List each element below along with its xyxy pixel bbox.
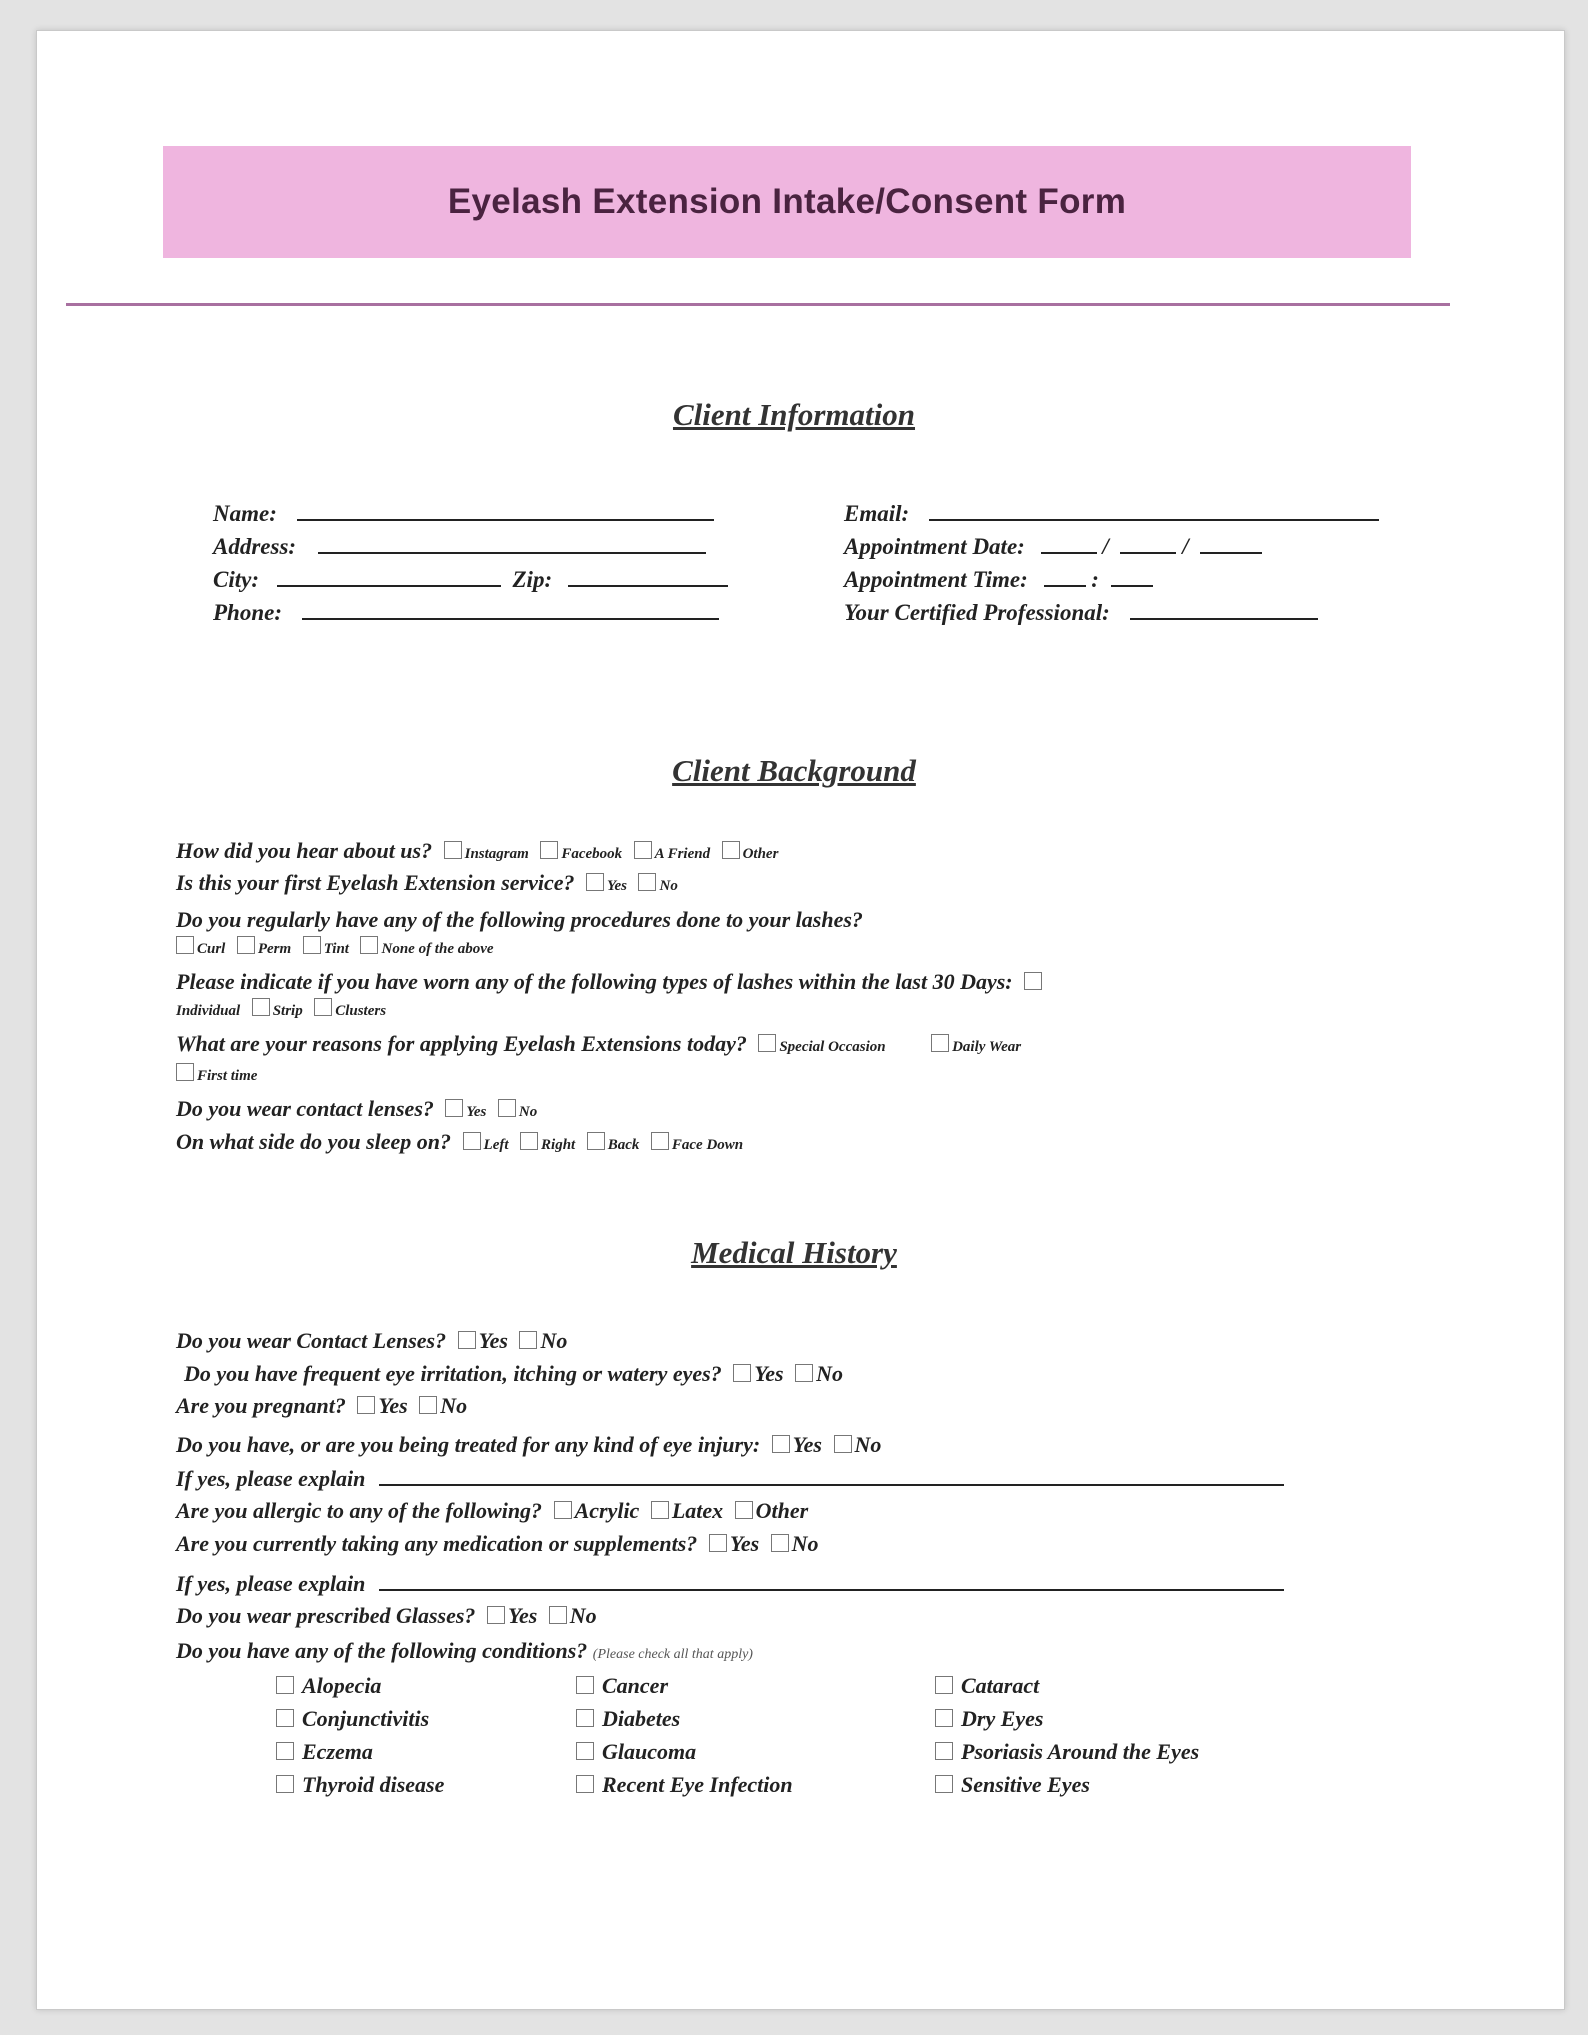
condition-label: Eczema xyxy=(302,1739,373,1764)
checkbox[interactable] xyxy=(709,1534,727,1552)
explain-medication-row xyxy=(176,1569,1284,1598)
checkbox[interactable] xyxy=(458,1331,476,1349)
checkbox[interactable] xyxy=(463,1132,481,1150)
option-label: Back xyxy=(607,1137,640,1153)
city-zip-row xyxy=(213,563,728,596)
condition-item xyxy=(276,1669,444,1702)
checkbox[interactable] xyxy=(237,936,255,954)
checkbox[interactable] xyxy=(487,1606,505,1624)
checkbox[interactable] xyxy=(554,1501,572,1519)
name-label: Name: xyxy=(213,501,277,526)
option-label: First time xyxy=(197,1068,258,1084)
medical-contact-lenses xyxy=(176,1327,567,1355)
question-text: Are you pregnant? xyxy=(176,1393,346,1418)
checkbox[interactable] xyxy=(758,1034,776,1052)
email-field[interactable] xyxy=(929,499,1379,521)
checkbox[interactable] xyxy=(276,1775,294,1793)
option-label: A Friend xyxy=(654,846,711,862)
conditions-column-1 xyxy=(276,1669,444,1801)
email-label: Email: xyxy=(844,501,910,526)
option-label: No xyxy=(791,1531,819,1556)
conditions-column-2 xyxy=(576,1669,793,1801)
question-first-service xyxy=(176,869,678,900)
option-label: None of the above xyxy=(381,941,494,957)
condition-label: Psoriasis Around the Eyes xyxy=(961,1739,1200,1764)
checkbox[interactable] xyxy=(276,1676,294,1694)
checkbox[interactable] xyxy=(276,1709,294,1727)
option-label: Daily Wear xyxy=(952,1039,1022,1055)
condition-item xyxy=(276,1768,444,1801)
condition-label: Thyroid disease xyxy=(302,1772,445,1797)
option-label: Yes xyxy=(792,1432,822,1457)
option-label: No xyxy=(440,1393,468,1418)
conditions-column-3 xyxy=(935,1669,1199,1801)
condition-item xyxy=(576,1768,793,1801)
checkbox[interactable] xyxy=(445,1099,463,1117)
phone-field[interactable] xyxy=(302,598,719,620)
explain-injury-field[interactable] xyxy=(379,1464,1284,1486)
address-label: Address: xyxy=(213,534,297,559)
question-text: Do you wear prescribed Glasses? xyxy=(176,1603,476,1628)
question-reasons xyxy=(176,1030,1021,1090)
question-text: Do you have frequent eye irritation, itching or watery eyes? xyxy=(184,1361,722,1386)
checkbox[interactable] xyxy=(540,841,558,859)
option-label: Yes xyxy=(729,1531,760,1556)
checkbox[interactable] xyxy=(419,1396,437,1414)
condition-label: Conjunctivitis xyxy=(302,1706,430,1731)
checkbox[interactable] xyxy=(314,998,332,1016)
option-label: Curl xyxy=(197,941,226,957)
option-label: Other xyxy=(742,846,779,862)
option-label: Individual xyxy=(176,1003,241,1019)
explain-injury-row xyxy=(176,1464,1284,1493)
checkbox[interactable] xyxy=(935,1775,953,1793)
option-label: Face Down xyxy=(671,1137,744,1153)
option-label: No xyxy=(540,1328,568,1353)
date-separator: / xyxy=(1182,534,1189,559)
condition-label: Cataract xyxy=(961,1673,1040,1698)
client-info-left-column xyxy=(213,497,728,629)
medical-pregnant xyxy=(176,1392,467,1420)
question-text: Do you have any of the following conditions? xyxy=(176,1638,588,1663)
explain-label: If yes, please explain xyxy=(176,1571,366,1596)
condition-label: Alopecia xyxy=(302,1673,382,1698)
checkbox[interactable] xyxy=(834,1435,852,1453)
condition-label: Cancer xyxy=(602,1673,668,1698)
option-label: No xyxy=(816,1361,843,1386)
question-text: Are you allergic to any of the following? xyxy=(176,1498,543,1523)
medical-eye-injury xyxy=(176,1431,881,1459)
checkbox[interactable] xyxy=(587,1132,605,1150)
option-label: Yes xyxy=(754,1361,784,1386)
professional-row xyxy=(844,596,1379,629)
checkbox[interactable] xyxy=(634,841,652,859)
appointment-time-label: Appointment Time: xyxy=(844,567,1028,592)
condition-label: Sensitive Eyes xyxy=(961,1772,1090,1797)
condition-item xyxy=(935,1768,1199,1801)
address-field[interactable] xyxy=(318,532,706,554)
checkbox[interactable] xyxy=(931,1034,949,1052)
option-label: Yes xyxy=(478,1328,508,1353)
phone-row xyxy=(213,596,728,629)
checkbox[interactable] xyxy=(519,1331,537,1349)
name-field[interactable] xyxy=(297,499,714,521)
medical-history-heading: Medical History xyxy=(691,1235,897,1270)
option-label: No xyxy=(854,1432,882,1457)
question-lash-types xyxy=(176,968,1045,1025)
checkbox[interactable] xyxy=(576,1742,594,1760)
option-label: No xyxy=(569,1603,597,1628)
checkbox[interactable] xyxy=(771,1534,789,1552)
date-separator: / xyxy=(1102,534,1109,559)
address-row xyxy=(213,530,728,563)
medical-glasses xyxy=(176,1602,597,1630)
option-label: Perm xyxy=(257,941,292,957)
checkbox[interactable] xyxy=(772,1435,790,1453)
checkbox[interactable] xyxy=(576,1676,594,1694)
explain-label: If yes, please explain xyxy=(176,1466,366,1491)
question-contact-lenses xyxy=(176,1095,537,1126)
appointment-time-row xyxy=(844,563,1379,596)
email-row xyxy=(844,497,1379,530)
condition-item xyxy=(576,1702,793,1735)
option-label: No xyxy=(518,1104,538,1120)
option-label: Facebook xyxy=(561,846,623,862)
option-label: Yes xyxy=(507,1603,538,1628)
check-all-note: (Please check all that apply) xyxy=(592,1647,753,1662)
checkbox[interactable] xyxy=(498,1099,516,1117)
medical-medication xyxy=(176,1530,819,1558)
checkbox[interactable] xyxy=(176,936,194,954)
condition-item xyxy=(276,1702,444,1735)
explain-medication-field[interactable] xyxy=(379,1569,1284,1591)
question-text: What are your reasons for applying Eyelash Extensions today? xyxy=(176,1031,747,1056)
checkbox[interactable] xyxy=(276,1742,294,1760)
question-procedures xyxy=(176,906,863,963)
checkbox[interactable] xyxy=(549,1606,567,1624)
checkbox[interactable] xyxy=(576,1775,594,1793)
checkbox[interactable] xyxy=(576,1709,594,1727)
checkbox[interactable] xyxy=(357,1396,375,1414)
question-text: Do you wear contact lenses? xyxy=(176,1096,434,1121)
professional-field[interactable] xyxy=(1130,598,1318,620)
condition-item xyxy=(935,1702,1199,1735)
zip-field[interactable] xyxy=(568,565,728,587)
checkbox[interactable] xyxy=(733,1364,751,1382)
condition-label: Dry Eyes xyxy=(961,1706,1044,1731)
checkbox[interactable] xyxy=(651,1501,669,1519)
checkbox[interactable] xyxy=(176,1063,194,1081)
checkbox[interactable] xyxy=(1024,972,1042,990)
checkbox[interactable] xyxy=(935,1742,953,1760)
checkbox[interactable] xyxy=(651,1132,669,1150)
question-text: Are you currently taking any medication or supplements? xyxy=(176,1531,698,1556)
question-text: Do you regularly have any of the following procedures done to your lashes? xyxy=(176,907,863,932)
option-label: Tint xyxy=(323,941,349,957)
option-label: Strip xyxy=(272,1003,303,1019)
option-row xyxy=(176,994,1045,1025)
city-field[interactable] xyxy=(277,565,501,587)
checkbox[interactable] xyxy=(795,1364,813,1382)
time-minute-field[interactable] xyxy=(1111,565,1153,587)
title-banner xyxy=(163,146,1411,258)
checkbox[interactable] xyxy=(520,1132,538,1150)
checkbox[interactable] xyxy=(935,1709,953,1727)
client-info-right-column xyxy=(844,497,1379,629)
checkbox[interactable] xyxy=(638,873,656,891)
question-text: Do you have, or are you being treated for any kind of eye injury: xyxy=(176,1432,761,1457)
option-label: Yes xyxy=(466,1104,487,1120)
checkbox[interactable] xyxy=(735,1501,753,1519)
date-year-field[interactable] xyxy=(1200,532,1262,554)
question-text: Please indicate if you have worn any of the following types of lashes within the last 30 Days: xyxy=(176,969,1013,994)
question-sleep-side xyxy=(176,1128,743,1159)
condition-label: Recent Eye Infection xyxy=(602,1772,793,1797)
option-label: Special Occasion xyxy=(779,1039,886,1055)
zip-label: Zip: xyxy=(512,567,553,592)
appointment-date-row xyxy=(844,530,1379,563)
date-day-field[interactable] xyxy=(1120,532,1176,554)
medical-allergies xyxy=(176,1497,808,1525)
header-divider xyxy=(66,303,1450,306)
option-label: Right xyxy=(541,1137,576,1153)
option-label: Left xyxy=(483,1137,509,1153)
medical-conditions xyxy=(176,1637,753,1669)
checkbox[interactable] xyxy=(360,936,378,954)
option-label: Yes xyxy=(378,1393,408,1418)
question-text: Is this your first Eyelash Extension service? xyxy=(176,870,575,895)
time-hour-field[interactable] xyxy=(1044,565,1086,587)
phone-label: Phone: xyxy=(213,600,282,625)
checkbox[interactable] xyxy=(935,1676,953,1694)
appointment-date-label: Appointment Date: xyxy=(844,534,1025,559)
option-label: Clusters xyxy=(335,1003,387,1019)
condition-label: Diabetes xyxy=(602,1706,681,1731)
option-label: Latex xyxy=(671,1498,724,1523)
question-text: How did you hear about us? xyxy=(176,838,433,863)
condition-item xyxy=(276,1735,444,1768)
checkbox[interactable] xyxy=(252,998,270,1016)
professional-label: Your Certified Professional: xyxy=(844,600,1110,625)
option-label: Instagram xyxy=(464,846,529,862)
name-row xyxy=(213,497,728,530)
question-hear-about-us xyxy=(176,837,778,868)
checkbox[interactable] xyxy=(444,841,462,859)
question-text: Do you wear Contact Lenses? xyxy=(176,1328,447,1353)
checkbox[interactable] xyxy=(586,873,604,891)
medical-eye-irritation xyxy=(184,1360,843,1388)
option-label: Acrylic xyxy=(574,1498,640,1523)
client-background-heading: Client Background xyxy=(672,753,916,788)
option-row xyxy=(176,932,863,963)
client-information-heading: Client Information xyxy=(672,397,916,432)
checkbox[interactable] xyxy=(722,841,740,859)
option-label: No xyxy=(659,878,678,894)
option-label: Other xyxy=(755,1498,809,1523)
condition-item xyxy=(935,1735,1199,1768)
time-separator: : xyxy=(1091,567,1099,592)
condition-item xyxy=(576,1669,793,1702)
question-text: On what side do you sleep on? xyxy=(176,1129,452,1154)
city-label: City: xyxy=(213,567,259,592)
checkbox[interactable] xyxy=(303,936,321,954)
condition-label: Glaucoma xyxy=(602,1739,697,1764)
option-row xyxy=(176,1059,1021,1090)
date-month-field[interactable] xyxy=(1041,532,1097,554)
form-title: Eyelash Extension Intake/Consent Form xyxy=(447,182,1127,221)
condition-item xyxy=(576,1735,793,1768)
condition-item xyxy=(935,1669,1199,1702)
option-label: Yes xyxy=(606,878,627,894)
